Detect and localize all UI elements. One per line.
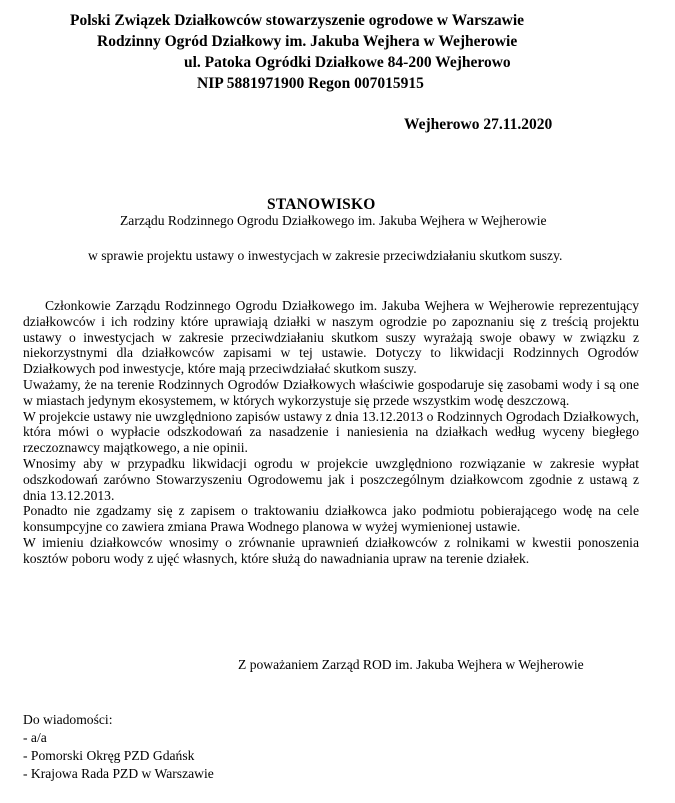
distribution-item: - a/a [23, 730, 47, 745]
place-and-date: Wejherowo 27.11.2020 [404, 116, 553, 133]
letterhead-tax-ids: NIP 5881971900 Regon 007015915 [197, 75, 424, 92]
distribution-item: - Pomorski Okręg PZD Gdańsk [23, 748, 195, 763]
distribution-title: Do wiadomości: [23, 712, 113, 727]
body-paragraph: Ponadto nie zgadzamy się z zapisem o traktowaniu działkowca jako podmiotu pobierającego wodę na cele konsumpcyjne co zawiera zmiana Prawa Wodnego planowa w wyżej wymienionej ustawie. [23, 503, 639, 535]
body-paragraph: Wnosimy aby w przypadku likwidacji ogrodu w projekcie uwzględniono rozwiązanie w zakresie wypłat odszkodowań zarówno Stowarzyszeniu Ogrodowemu jak i poszczególnym działkowcom zgodnie z ustawą z dnia 13.12.2013. [23, 455, 639, 503]
document-regarding: w sprawie projektu ustawy o inwestycjach w zakresie przeciwdziałaniu skutkom suszy. [88, 248, 563, 263]
document-subtitle: Zarządu Rodzinnego Ogrodu Działkowego im. Jakuba Wejhera w Wejherowie [120, 213, 547, 228]
body-paragraph: Członkowie Zarządu Rodzinnego Ogrodu Działkowego im. Jakuba Wejhera w Wejherowie reprezentujący działkowców i ich rodziny które uprawiają działki w naszym ogrodzie po zapoznaniu się z treścią projektu ustawy o inwestycjach w zakresie przeciwdziałaniu skutkom suszy wyrażają swoje obawy w związku z niekorzystnymi dla działkowców zapisami w tej ustawie. Dotyczy to likwidacji Rodzinnych Ogrodów Działkowych pod inwestycje, które mają przeciwdziałać skutkom suszy. [23, 298, 639, 377]
document-title: STANOWISKO [267, 196, 376, 213]
letterhead-garden-name: Rodzinny Ogród Działkowy im. Jakuba Wejhera w Wejherowie [97, 33, 518, 50]
body-paragraph: W projekcie ustawy nie uwzględniono zapisów ustawy z dnia 13.12.2013 o Rodzinnych Ogrodach Działkowych, która mówi o wypłacie odszkodowań za nasadzenie i naniesienia na działkach według wyceny biegłego rzeczoznawcy majątkowego, a nie opinii. [23, 408, 639, 456]
body-paragraph: W imieniu działkowców wnosimy o zrównanie uprawnień działkowców z rolnikami w kwestii ponoszenia kosztów poboru wody z ujęć własnych, które służą do nawadniania upraw na terenie działek. [23, 534, 639, 566]
body-paragraph: Uważamy, że na terenie Rodzinnych Ogrodów Działkowych właściwie gospodaruje się zasobami wody i są one w miastach jedynym ekosystemem, w których wykorzystuje się przede wszystkim wodę deszczową. [23, 376, 639, 408]
closing-signature: Z poważaniem Zarząd ROD im. Jakuba Wejhera w Wejherowie [238, 657, 584, 672]
letterhead-organization: Polski Związek Działkowców stowarzyszenie ogrodowe w Warszawie [70, 12, 525, 29]
document-body [23, 298, 639, 567]
distribution-list [23, 729, 214, 783]
letterhead-address: ul. Patoka Ogródki Działkowe 84-200 Wejherowo [184, 54, 511, 71]
distribution-item: - Krajowa Rada PZD w Warszawie [23, 766, 214, 781]
